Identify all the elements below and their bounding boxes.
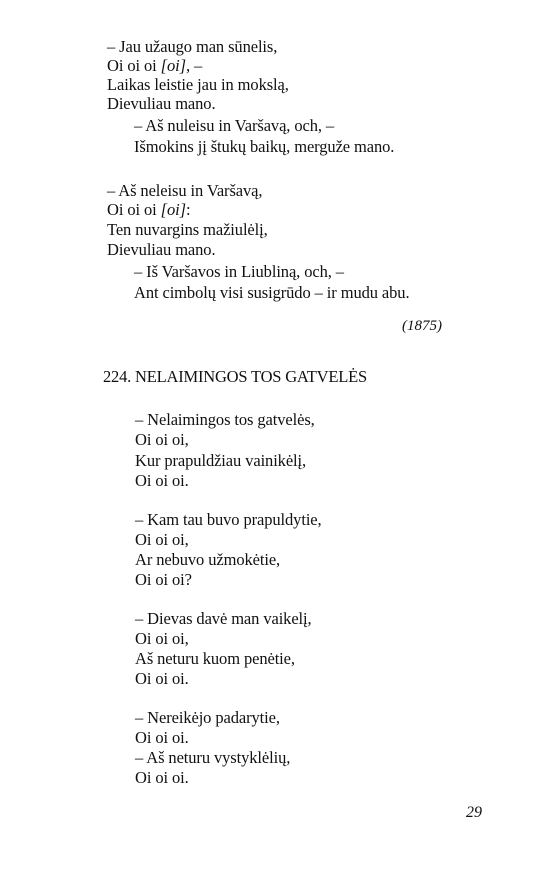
poem-line: Dievuliau mano. (107, 240, 216, 259)
poem-line: Ar nebuvo užmokėtie, (135, 550, 281, 569)
poem-line: Oi oi oi. (135, 669, 189, 688)
poem-line (107, 200, 190, 220)
poem-line: – Aš nuleisu in Varšavą, och, – (134, 116, 335, 135)
poem-line: Kur prapuldžiau vainikėlį, (135, 451, 307, 470)
poem-text: : (185, 200, 191, 219)
poem-line: Oi oi oi? (135, 570, 192, 589)
poem-text: Oi oi oi (107, 200, 161, 219)
song-title: 224. NELAIMINGOS TOS GATVELĖS (103, 367, 368, 386)
poem-line: Aš neturu kuom penėtie, (135, 649, 295, 668)
poem-line: – Aš neturu vystyklėlių, (135, 748, 291, 767)
poem-line: Laikas leistie jau in mokslą, (107, 75, 289, 94)
poem-line: Oi oi oi. (135, 768, 189, 787)
poem-line (107, 56, 202, 76)
poem-line: Oi oi oi. (135, 728, 189, 747)
poem-text: Oi oi oi (107, 56, 161, 75)
poem-line: Išmokins jį štukų baikų, merguže mano. (134, 137, 395, 156)
poem-line: Dievuliau mano. (107, 94, 216, 113)
page-number: 29 (466, 804, 482, 821)
poem-line: – Jau užaugo man sūnelis, (107, 37, 278, 56)
poem-line: – Nelaimingos tos gatvelės, (135, 410, 315, 429)
poem-line: Oi oi oi, (135, 629, 189, 648)
poem-line: Ten nuvargins mažiulėlį, (107, 220, 268, 239)
poem-line: Oi oi oi, (135, 430, 189, 449)
poem-line: – Aš neleisu in Varšavą, (107, 181, 263, 200)
poem-line: Oi oi oi, (135, 530, 189, 549)
poem-line: – Dievas davė man vaikelį, (135, 609, 312, 628)
poem-line: Oi oi oi. (135, 471, 189, 490)
poem-refrain-italic: [oi] (160, 200, 186, 219)
poem-line: Ant cimbolų visi susigrūdo – ir mudu abu. (134, 283, 410, 302)
poem-line: – Kam tau buvo prapuldytie, (135, 510, 322, 529)
date-note: (1875) (402, 318, 442, 334)
poem-refrain-italic: [oi] (160, 56, 186, 75)
poem-text: , – (185, 56, 203, 75)
poem-line: – Iš Varšavos in Liubliną, och, – (134, 262, 344, 281)
poem-line: – Nereikėjo padarytie, (135, 708, 280, 727)
